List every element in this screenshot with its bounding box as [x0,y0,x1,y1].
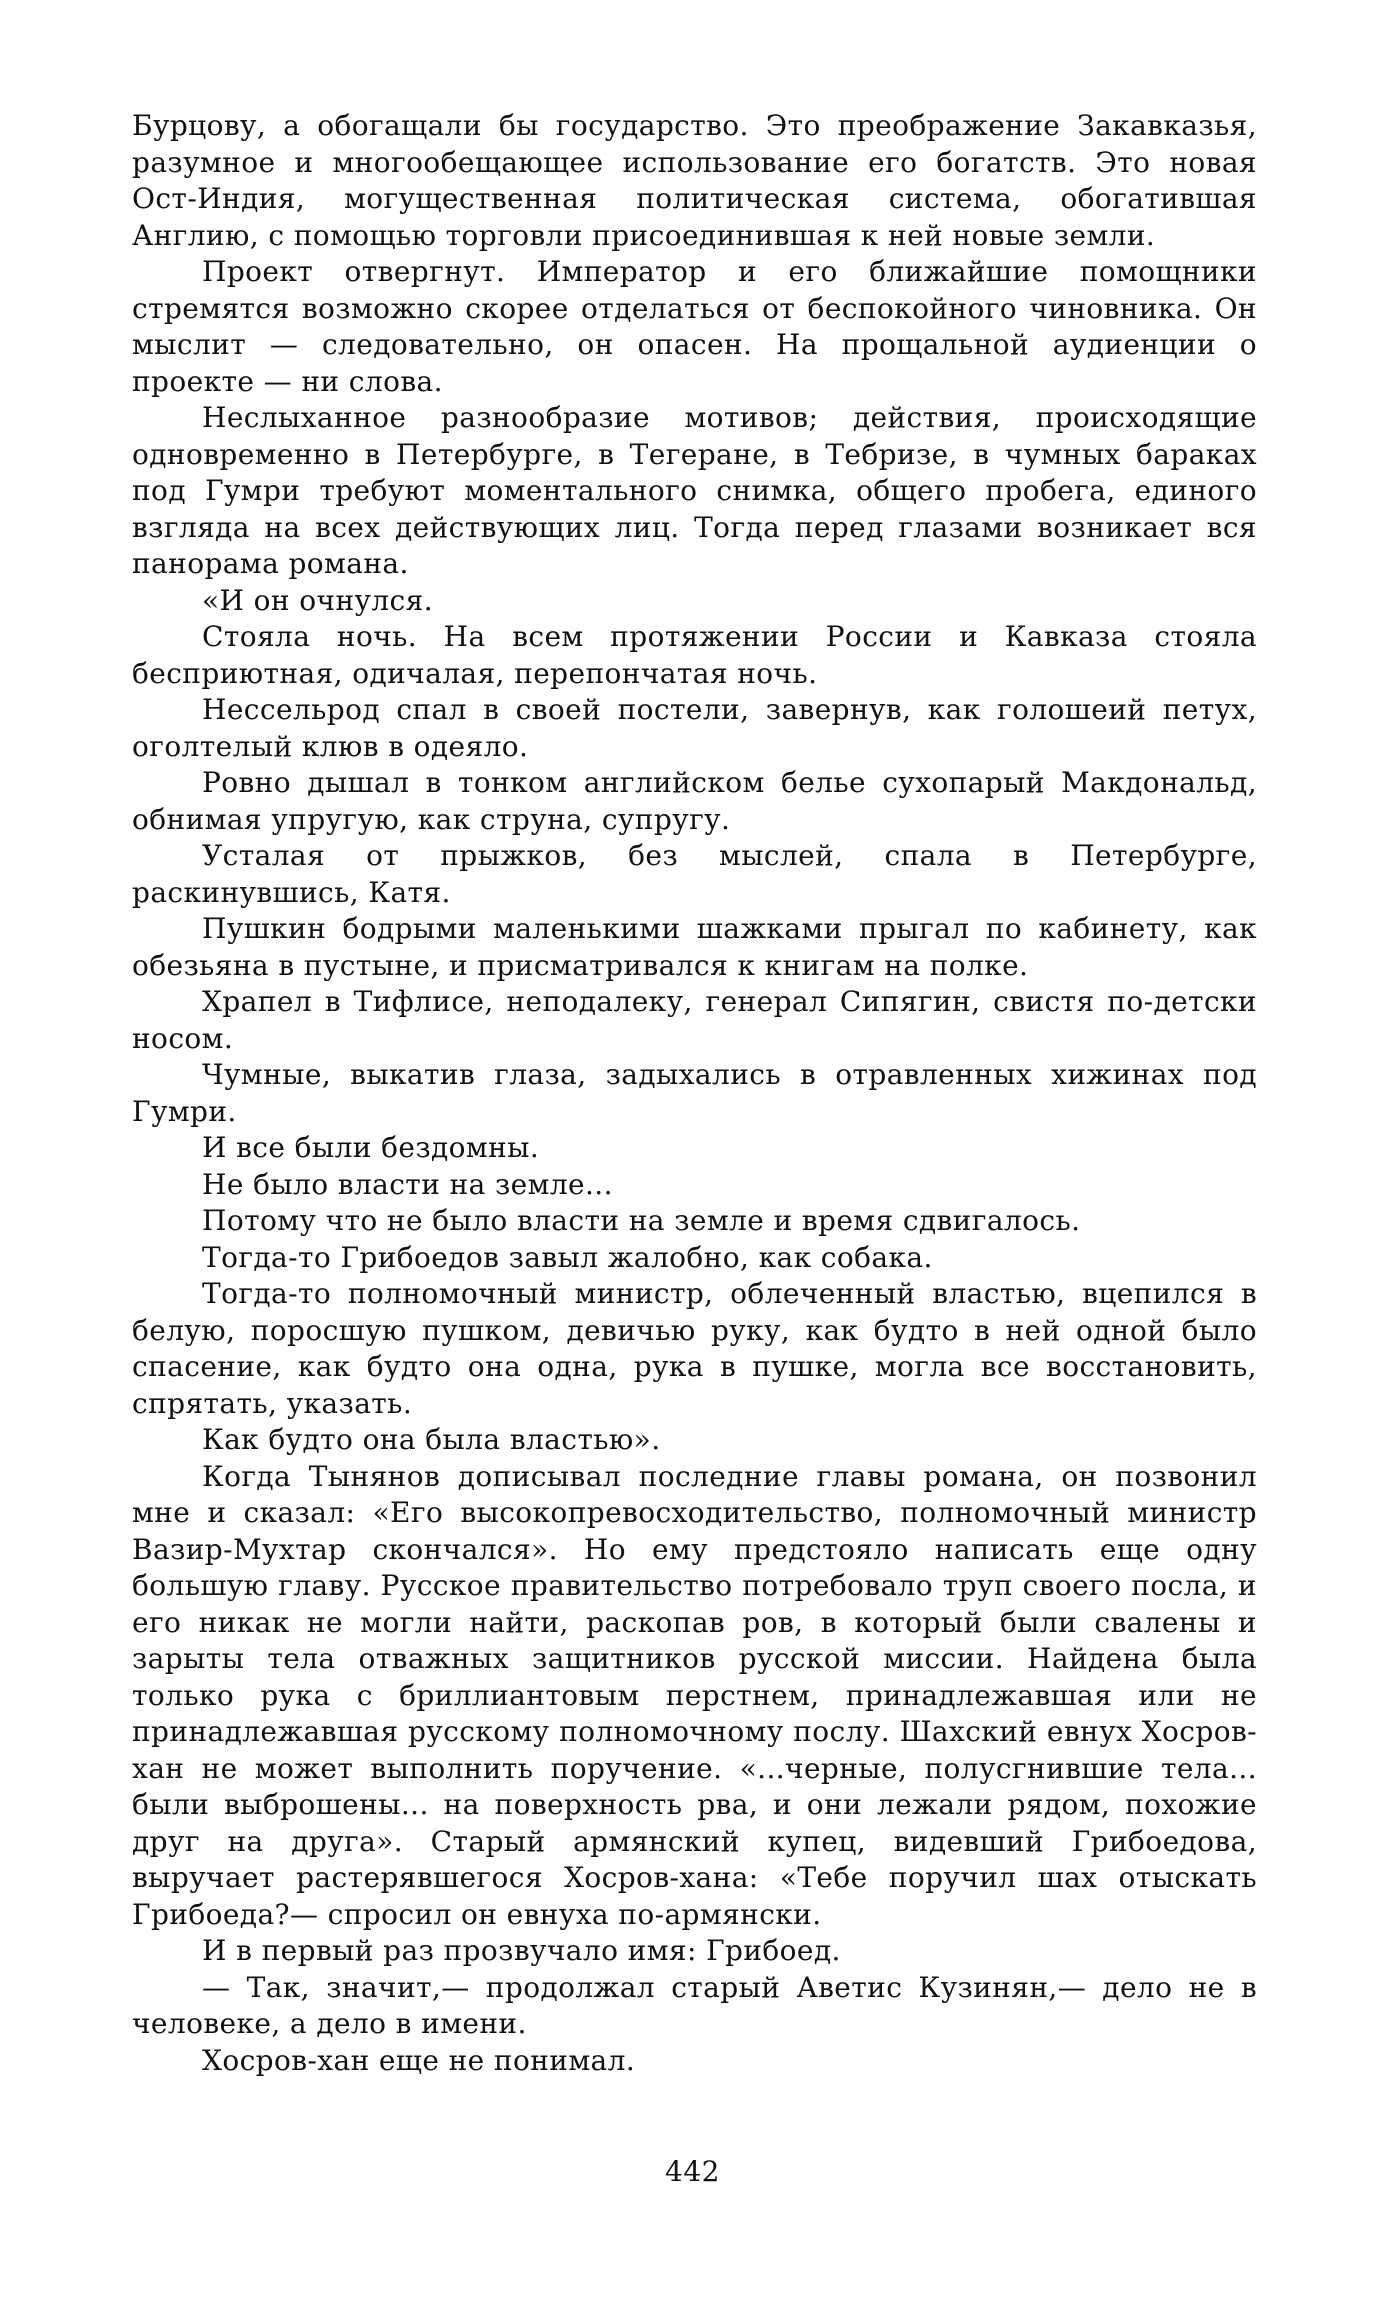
page-text [132,108,1257,2079]
paragraph: И в первый раз прозвучало имя: Грибоед. [202,1934,841,1967]
paragraph: Ровно дышал в тонком английском белье сухопарый Макдональд, обнимая упругую, как струна, супругу. [132,766,1257,836]
paragraph: Тогда-то полномочный министр, облеченный властью, вцепился в белую, поросшую пушком, девичью руку, как будто в ней одной было спасение, как будто она одна, рука в пушке, могла все восстановить, спрятать, указать. [132,1277,1257,1420]
paragraph: И все были бездомны. [202,1131,540,1164]
paragraph: Как будто она была властью». [202,1423,661,1456]
paragraph: «И он очнулся. [202,583,434,617]
paragraph: Проект отвергнут. Император и его ближайшие помощники стремятся возможно скорее отделаться от беспокойного чиновника. Он мыслит — следовательно, он опасен. На прощальной аудиенции о проекте — ни слова. [132,255,1257,398]
paragraph: Нессельрод спал в своей постели, завернув, как голошеий петух, оголтелый клюв в одеяло. [132,693,1257,763]
paragraph: Усталая от прыжков, без мыслей, спала в Петербурге, раскинувшись, Катя. [132,839,1257,909]
paragraph: Бурцову, а обогащали бы государство. Это преображение Закавказья, разумное и многообещающее использование его богатств. Это новая Ост-Индия, могущественная политическая система, обогатившая Англию, с помощью торговли присоединившая к ней новые земли. [132,109,1257,252]
paragraph: Храпел в Тифлисе, неподалеку, генерал Сипягин, свистя по-детски носом. [132,985,1257,1055]
paragraph: Потому что не было власти на земле и время сдвигалось. [202,1204,1081,1237]
paragraph: Тогда-то Грибоедов завыл жалобно, как собака. [202,1240,933,1274]
paragraph: Стояла ночь. На всем протяжении России и Кавказа стояла бесприютная, одичалая, перепончатая ночь. [132,620,1257,690]
paragraph: Хосров-хан еще не понимал. [202,2043,636,2077]
paragraph: Неслыханное разнообразие мотивов; действия, происходящие одновременно в Петербурге, в Тегеране, в Тебризе, в чумных бараках под Гумри требуют моментального снимка, общего пробега, единого взгляда на всех действующих лиц. Тогда перед глазами возникает вся панорама романа. [132,401,1257,580]
paragraph: — Так, значит,— продолжал старый Аветис Кузинян,— дело не в человеке, а дело в имени. [132,1970,1257,2040]
paragraph: Когда Тынянов дописывал последние главы романа, он позвонил мне и сказал: «Его высокопревосходительство, полномочный министр Вазир-Мухтар скончался». Но ему предстояло написать еще одну большую главу. Русское правительство потребовало труп своего посла, и его никак не могли найти, раскопав ров, в который были свалены и зарыты тела отважных защитников русской миссии. Найдена была только рука с бриллиантовым перстнем, принадлежавшая или не принадлежавшая русскому полномочному послу. Шахский евнух Хосров-хан не может выполнить поручение. «...черные, полусгнившие тела... были выброшены... на поверхность рва, и они лежали рядом, похожие друг на друга». Старый армянский купец, видевший Грибоедова, выручает растерявшегося Хосров-хана: «Тебе поручил шах отыскать Грибоеда?— спросил он евнуха по-армянски. [132,1459,1257,1931]
paragraph: Пушкин бодрыми маленькими шажками прыгал по кабинету, как обезьяна в пустыне, и присматривался к книгам на полке. [132,912,1257,982]
paragraph: Чумные, выкатив глаза, задыхались в отравленных хижинах под Гумри. [132,1058,1257,1128]
page-number: 442 [665,2155,720,2188]
paragraph: Не было власти на земле... [202,1167,613,1201]
